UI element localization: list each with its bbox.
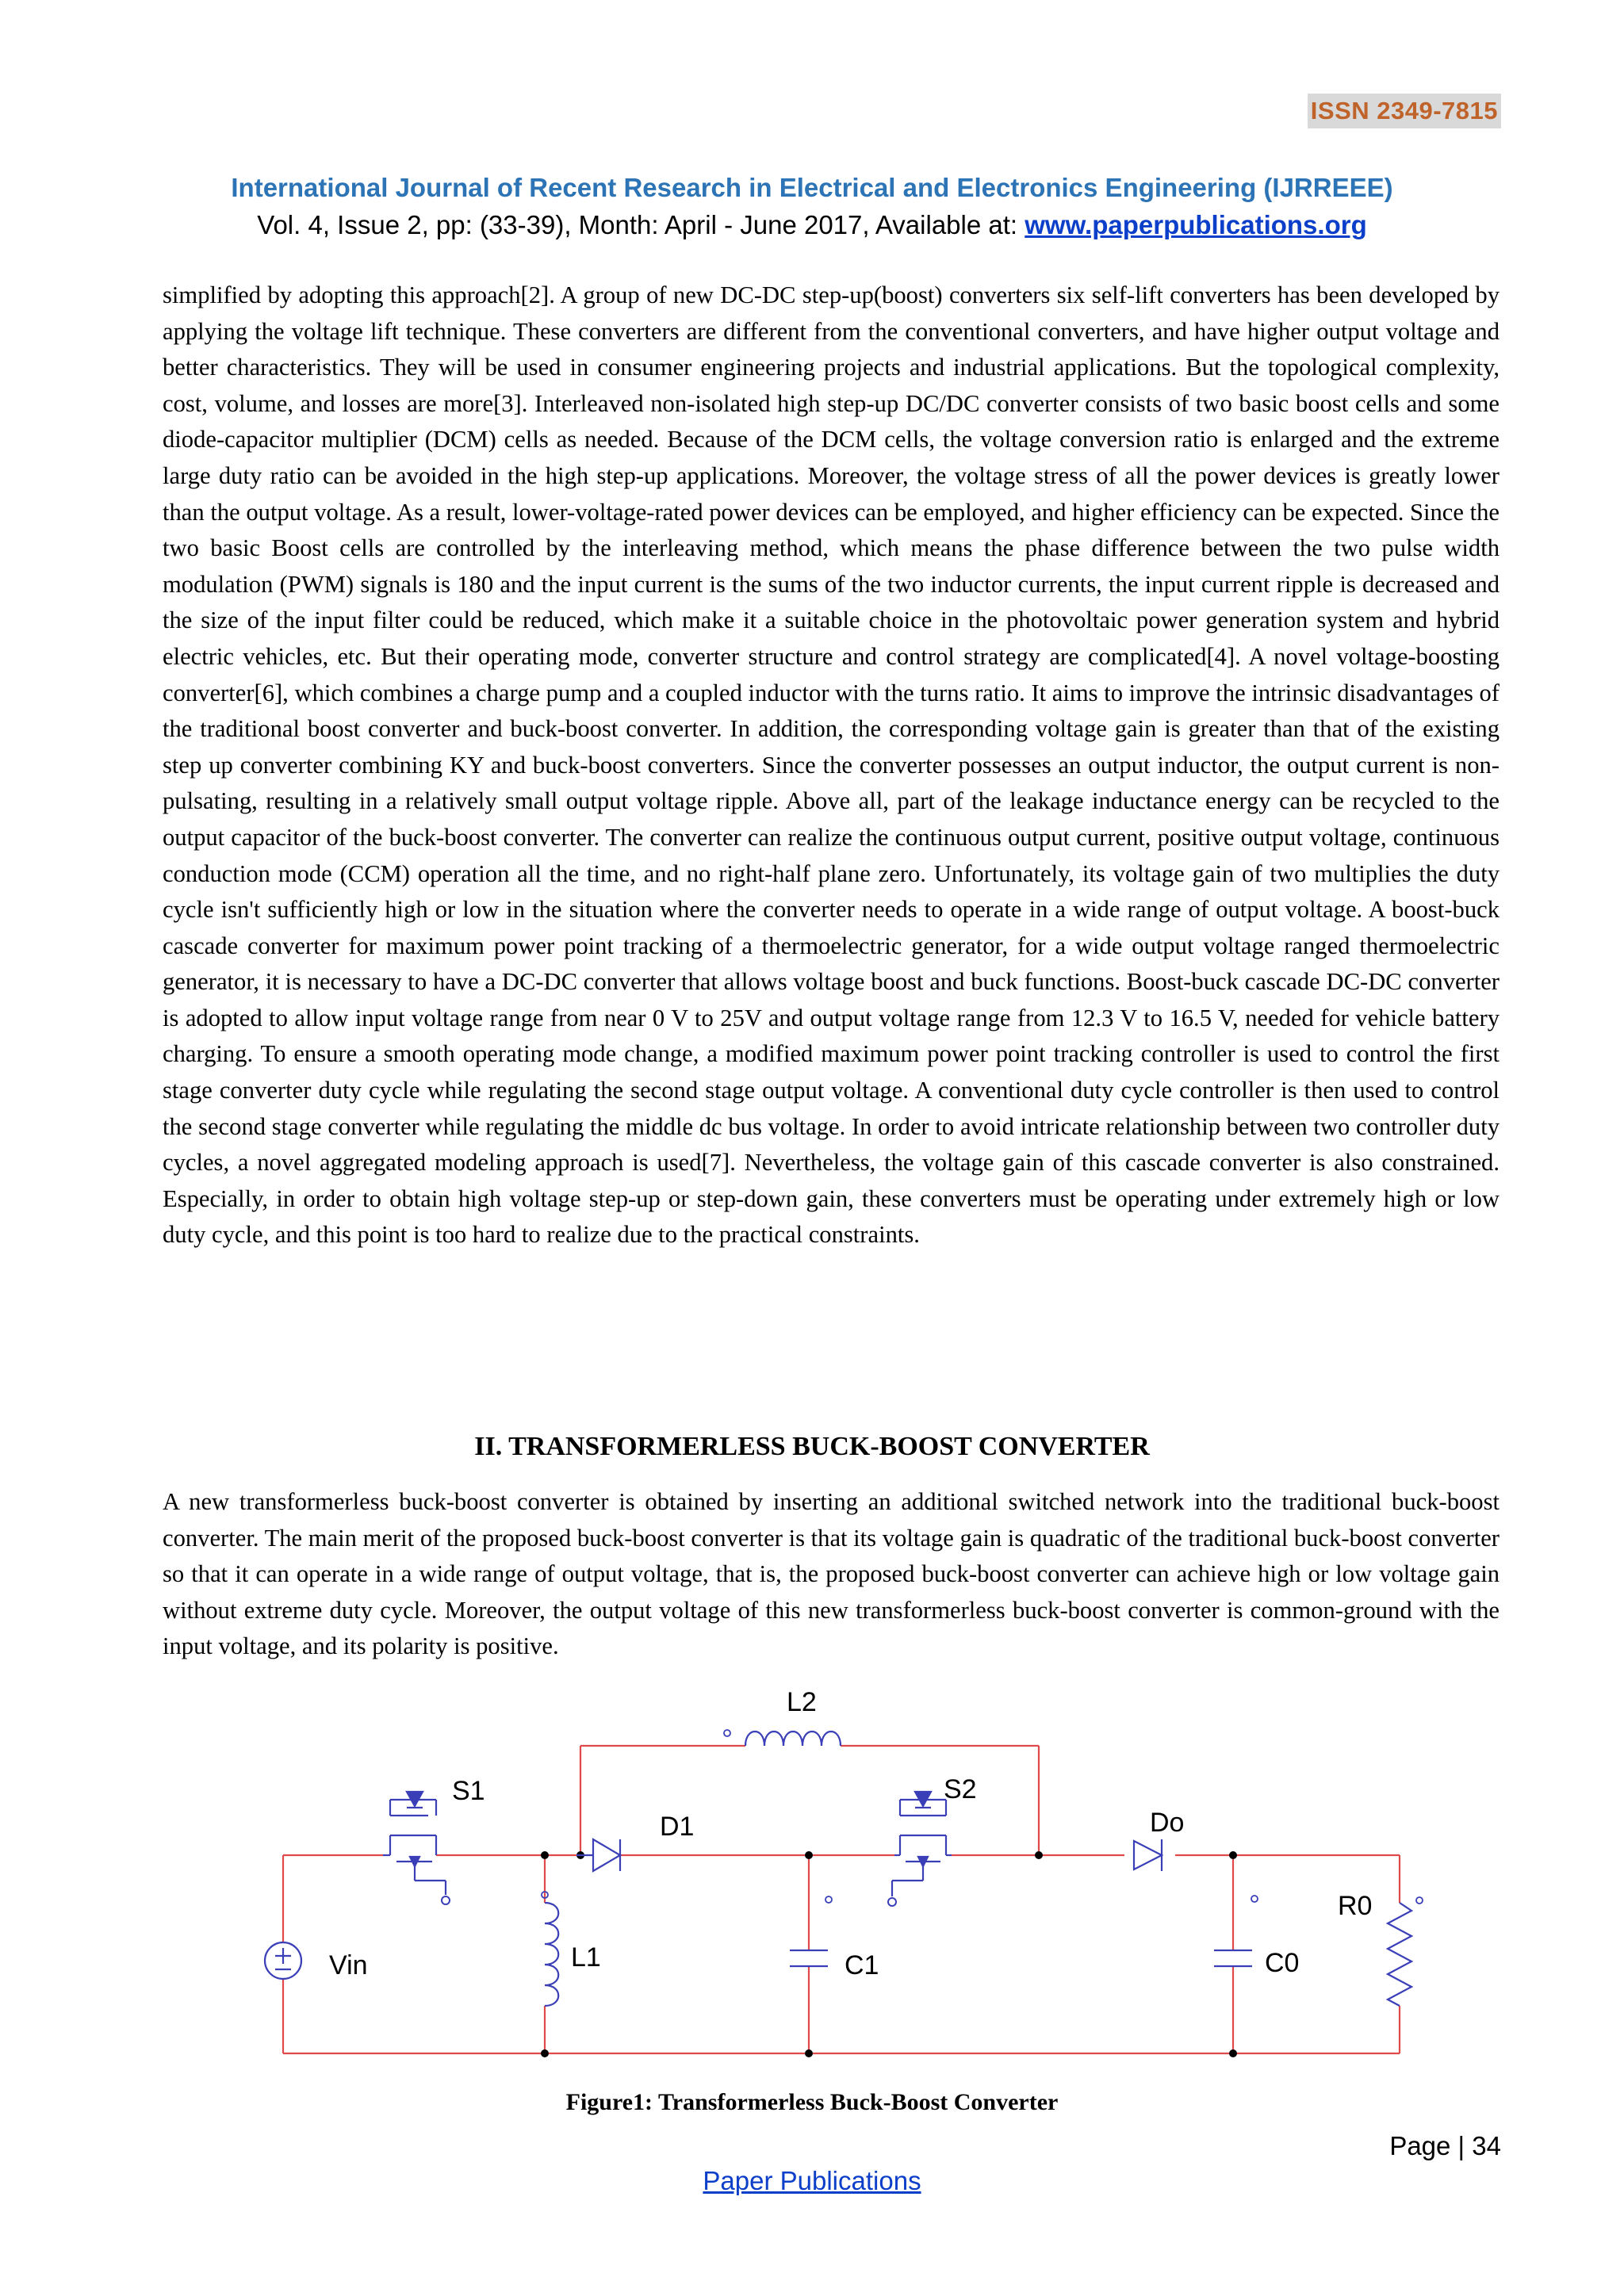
inductor-l2-icon <box>745 1732 841 1746</box>
diode-do-icon <box>1134 1839 1162 1871</box>
body-paragraph-1: simplified by adopting this approach[2]. A group of new DC-DC step-up(boost) converters six self-lift converters has been developed by applying the voltage lift technique. These converters are different from the conventional converters, and have higher output voltage and better characteristics. They will be used in consumer engineering projects and industrial applications. But the topological complexity, cost, volume, and losses are more[3]. Interleaved non-isolated high step-up DC/DC converter consists of two basic boost cells and some diode-capacitor multiplier (DCM) cells as needed. Because of the DCM cells, the voltage conversion ratio is enlarged and the extreme large duty ratio can be avoided in the high step-up applications. Moreover, the voltage stress of all the power devices is greatly lower than the output voltage. As a result, lower-voltage-rated power devices can be employed, and higher efficiency can be expected. Since the two basic Boost cells are controlled by the interleaving method, which means the phase difference between the two pulse width modulation (PWM) signals is 180 and the input current is the sums of the two inductor currents, the input current ripple is decreased and the size of the input filter could be reduced, which make it a suitable choice in the photovoltaic power generation system and hybrid electric vehicles, etc. But their operating mode, converter structure and control strategy are complicated[4]. A novel voltage-boosting converter[6], which combines a charge pump and a coupled inductor with the turns ratio. It aims to improve the intrinsic disadvantages of the traditional boost converter and buck-boost converter. In addition, the corresponding voltage gain is greater than that of the existing step up converter combining KY and buck-boost converters. Since the converter possesses an output inductor, the output current is non-pulsating, resulting in a relatively small output voltage ripple. Above all, part of the leakage inductance energy can be recycled to the output capacitor of the buck-boost converter. The converter can realize the continuous output current, positive output voltage, continuous conduction mode (CCM) operation all the time, and no right-half plane zero. Unfortunately, its voltage gain of two multiplies the duty cycle isn't sufficiently high or low in the situation where the converter needs to operate in a wide range of output voltage. A boost-buck cascade converter for maximum power point tracking of a thermoelectric generator, for a wide output voltage ranged thermoelectric generator, it is necessary to have a DC-DC converter that allows voltage boost and buck functions. Boost-buck cascade DC-DC converter is adopted to allow input voltage range from near 0 V to 25V and output voltage range from 12.3 V to 16.5 V, needed for vehicle battery charging. To ensure a smooth operating mode change, a modified maximum power point tracking controller is used to control the first stage converter duty cycle while regulating the second stage output voltage. A conventional duty cycle controller is then used to control the second stage converter while regulating the middle dc bus voltage. In order to avoid intricate relationship between two controller duty cycles, a novel aggregated modeling approach is used[7]. Nevertheless, the voltage gain of this cascade converter is also constrained. Especially, in order to obtain high voltage step-up or step-down gain, these converters must be operating under extremely high or low duty cycle, and this point is too hard to realize due to the practical constraints. <box>163 281 1500 1249</box>
capacitor-c0-icon <box>1214 1950 1252 1966</box>
mosfet-s1-icon <box>383 1792 446 1895</box>
page-number: Page | 34 <box>1389 2131 1501 2160</box>
c1-label: C1 <box>845 1950 879 1980</box>
s2-label: S2 <box>944 1774 977 1804</box>
circuit-wires <box>283 1746 1400 2053</box>
diode-d1-icon <box>576 1839 620 1871</box>
d1-label: D1 <box>660 1812 695 1842</box>
l2-label: L2 <box>787 1687 817 1717</box>
s1-gate-terminal <box>442 1896 450 1904</box>
journal-title: International Journal of Recent Research in Electrical and Electronics Engineering (IJRREEE) <box>231 173 1393 202</box>
capacitor-c1-icon <box>790 1950 828 1966</box>
vin-label: Vin <box>329 1950 368 1980</box>
c1-dot-terminal <box>825 1896 832 1903</box>
journal-meta <box>0 210 1624 240</box>
publisher-footer[interactable] <box>0 2166 1624 2196</box>
circuit-nodes <box>541 1851 1237 2057</box>
publisher-link[interactable]: Paper Publications <box>703 2166 921 2195</box>
circuit-diagram <box>254 1673 1443 2077</box>
figure-caption: Figure1: Transformerless Buck-Boost Converter <box>565 2089 1059 2115</box>
r0-dot-terminal <box>1416 1897 1423 1904</box>
r0-label: R0 <box>1338 1891 1373 1921</box>
inductor-l1-icon <box>545 1903 558 2006</box>
resistor-r0-icon <box>1388 1903 1411 2006</box>
journal-meta-text: Vol. 4, Issue 2, pp: (33-39), Month: April - June 2017, Available at: <box>257 210 1025 239</box>
mosfet-s2-icon <box>892 1792 952 1896</box>
s2-gate-terminal <box>888 1898 896 1906</box>
l1-label: L1 <box>571 1942 601 1973</box>
issn-label: ISSN 2349-7815 <box>1308 94 1501 128</box>
c0-label: C0 <box>1265 1948 1300 1978</box>
section-heading: II. TRANSFORMERLESS BUCK-BOOST CONVERTER <box>474 1432 1150 1461</box>
voltage-source-icon <box>265 1942 301 1979</box>
l2-dot-terminal <box>724 1730 730 1736</box>
do-label: Do <box>1150 1808 1185 1838</box>
c0-dot-terminal <box>1251 1896 1258 1902</box>
journal-website-link[interactable]: www.paperpublications.org <box>1025 210 1367 239</box>
s1-label: S1 <box>452 1776 485 1806</box>
body-paragraph-2: A new transformerless buck-boost converter is obtained by inserting an additional switched network into the traditional buck-boost converter. The main merit of the proposed buck-boost converter is that its voltage gain is quadratic of the traditional buck-boost converter so that it can operate in a wide range of output voltage, that is, the proposed buck-boost converter can achieve high or low voltage gain without extreme duty cycle. Moreover, the output voltage of this new transformerless buck-boost converter is common-ground with the input voltage, and its polarity is positive. <box>163 1488 1500 1660</box>
